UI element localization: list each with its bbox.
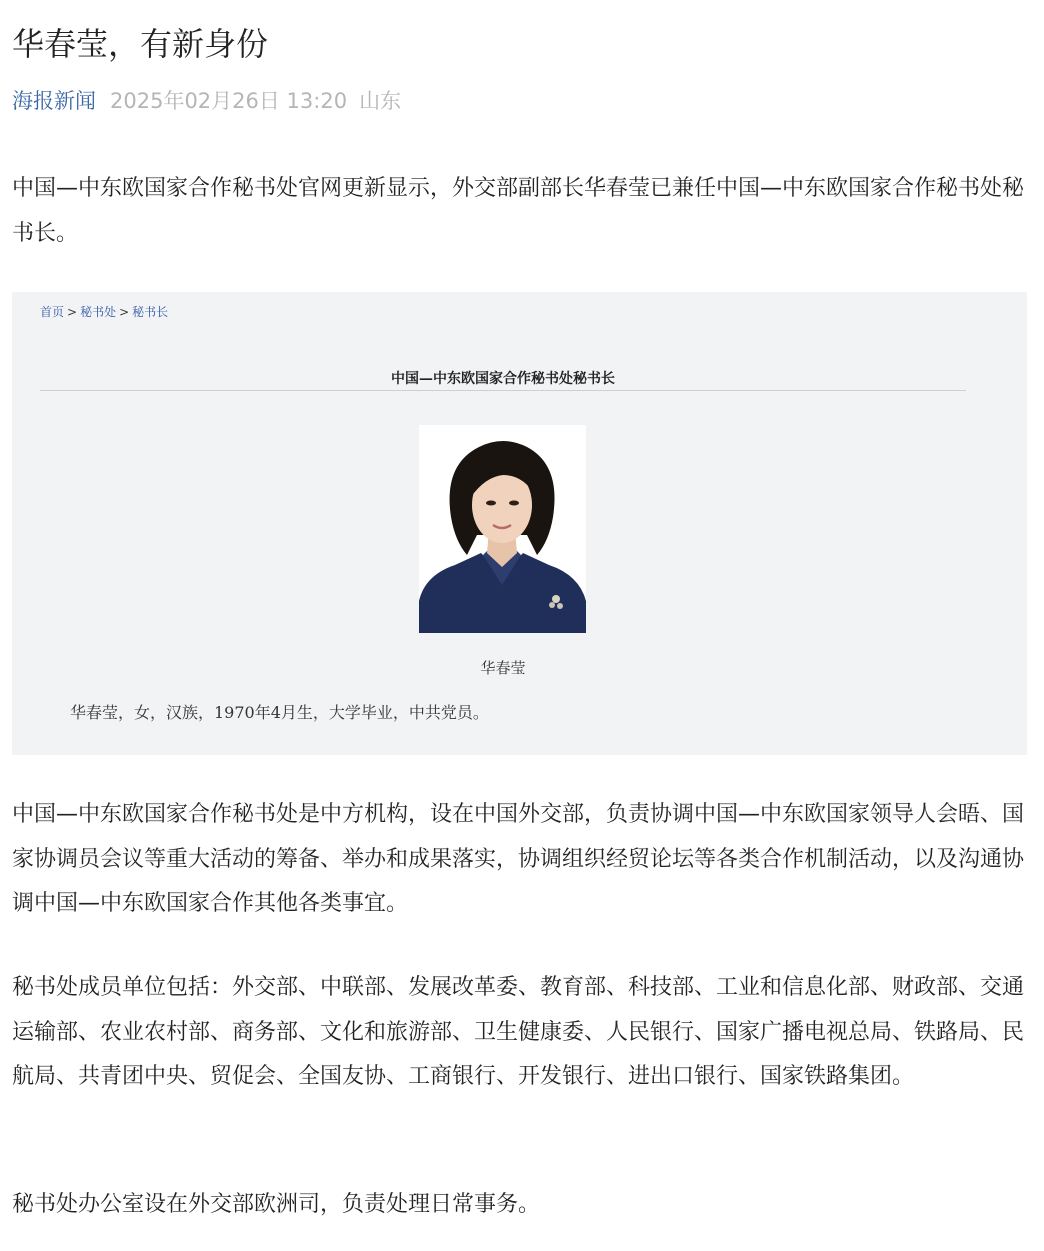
breadcrumb-separator: > — [67, 305, 78, 319]
article-title: 华春莹，有新身份 — [12, 25, 269, 63]
embedded-screenshot — [12, 292, 1027, 755]
portrait-caption-name: 华春莹 — [480, 659, 526, 677]
source-link[interactable]: 海报新闻 — [12, 89, 96, 113]
breadcrumb — [40, 304, 168, 320]
breadcrumb-home[interactable]: 首页 — [40, 305, 65, 319]
breadcrumb-page[interactable]: 秘书长 — [132, 305, 169, 319]
paragraph-members: 秘书处成员单位包括：外交部、中联部、发展改革委、教育部、科技部、工业和信息化部、财政部、交通运输部、农业农村部、商务部、文化和旅游部、卫生健康委、人民银行、国家广播电视总局、铁路局、民航局、共青团中央、贸促会、全国友协、工商银行、开发银行、进出口银行、国家铁路集团。 — [12, 975, 1025, 1089]
portrait-caption-bio: 华春莹，女，汉族，1970年4月生，大学毕业，中共党员。 — [70, 703, 489, 722]
region-label: 山东 — [359, 89, 402, 113]
breadcrumb-separator: > — [119, 305, 130, 319]
breadcrumb-section[interactable]: 秘书处 — [80, 305, 117, 319]
paragraph-office: 秘书处办公室设在外交部欧洲司，负责处理日常事务。 — [12, 1192, 541, 1217]
article-meta — [12, 86, 401, 116]
paragraph-intro: 中国—中东欧国家合作秘书处官网更新显示，外交部副部长华春莹已兼任中国—中东欧国家合作秘书处秘书长。 — [12, 176, 1025, 246]
figure-divider — [40, 390, 966, 391]
paragraph-secretariat: 中国—中东欧国家合作秘书处是中方机构，设在中国外交部，负责协调中国—中东欧国家领导人会晤、国家协调员会议等重大活动的筹备、举办和成果落实，协调组织经贸论坛等各类合作机制活动，以及沟通协调中国—中东欧国家合作其他各类事宜。 — [12, 802, 1025, 916]
figure-heading: 中国—中东欧国家合作秘书处秘书长 — [391, 371, 615, 387]
publish-datetime: 2025年02月26日 13:20 — [110, 89, 348, 113]
portrait-photo-icon — [419, 425, 586, 633]
